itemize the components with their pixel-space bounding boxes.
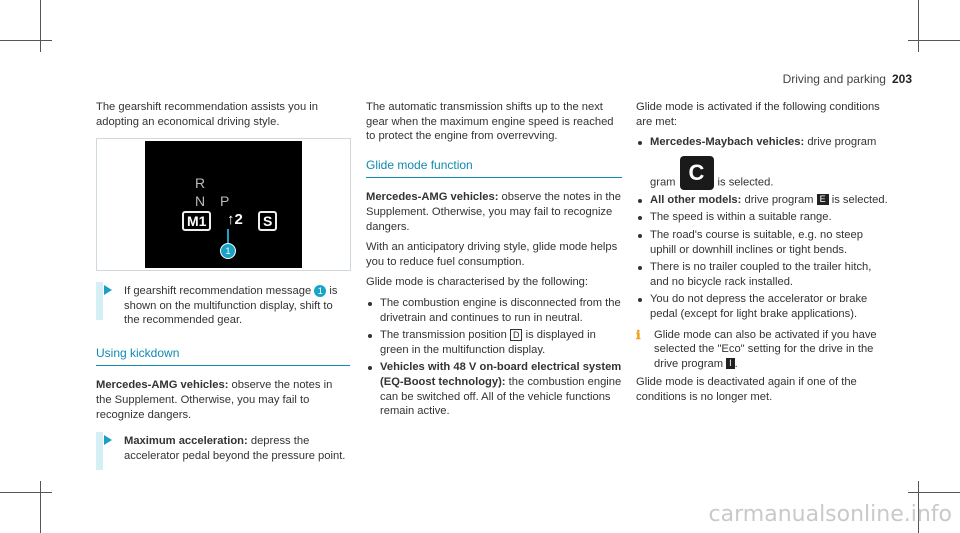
column-left-lower bbox=[96, 284, 350, 471]
instruction-step bbox=[96, 284, 350, 328]
bullet-icon bbox=[638, 199, 642, 203]
step-label: Maximum acceleration: bbox=[124, 435, 248, 448]
list-item-text: is selected. bbox=[717, 176, 774, 189]
tip-icon: ℹ bbox=[636, 327, 641, 342]
list-item bbox=[636, 260, 892, 289]
multifunction-display bbox=[145, 141, 302, 268]
list-item bbox=[636, 135, 892, 190]
drive-program-i-icon: I bbox=[726, 358, 735, 369]
list-item-label: All other models: bbox=[650, 193, 742, 206]
s-mode-indicator: S bbox=[258, 211, 277, 231]
crop-mark bbox=[908, 492, 960, 493]
m1-indicator: M1 bbox=[182, 211, 211, 231]
list-item bbox=[636, 228, 892, 257]
crop-mark bbox=[40, 0, 41, 52]
callout-number: 1 bbox=[314, 285, 326, 297]
outro-text: Glide mode is deactivated again if one of the conditions is no longer met. bbox=[636, 376, 857, 403]
drive-program-row bbox=[650, 156, 892, 190]
crop-mark bbox=[908, 40, 960, 41]
bullet-icon bbox=[638, 141, 642, 145]
step-text: depress the accelerator pedal beyond the pressure point. bbox=[124, 435, 346, 462]
step-text: If gearshift recommendation message bbox=[124, 285, 315, 297]
bullet-icon bbox=[638, 266, 642, 270]
watermark: carmanualsonline.info bbox=[708, 502, 952, 527]
up-arrow-icon: ↑ bbox=[227, 211, 235, 228]
list-item bbox=[366, 360, 622, 418]
tip-text: Glide mode can also be activated if you have selected the "Eco" setting for the drive in the drive program bbox=[654, 328, 877, 370]
bullet-list bbox=[366, 296, 622, 419]
list-item-text: The speed is within a suitable range. bbox=[650, 211, 832, 224]
amg-text: observe the notes in the Supplement. Otherwise, you may fail to recognize dangers. bbox=[96, 379, 333, 421]
callout-line bbox=[227, 229, 229, 244]
instruction-step bbox=[96, 434, 350, 463]
arrow-icon bbox=[104, 435, 112, 445]
section-title: Driving and parking bbox=[782, 72, 886, 86]
list-item bbox=[366, 296, 622, 325]
list-item-label: Vehicles with 48 V on-board electrical system (EQ-Boost technology): bbox=[380, 361, 622, 388]
amg-label: Mercedes-AMG vehicles: bbox=[96, 379, 229, 392]
intro-text: Glide mode is activated if the following conditions are met: bbox=[636, 101, 880, 128]
tip-note bbox=[636, 328, 892, 372]
page-number: 203 bbox=[891, 72, 912, 86]
list-item-text: The combustion engine is disconnected from the drivetrain and continues to run in neutral. bbox=[380, 296, 621, 324]
list-item-text: You do not depress the accelerator or brake pedal (except for light brake applications). bbox=[650, 293, 868, 320]
list-item bbox=[636, 193, 892, 208]
list-item bbox=[366, 328, 622, 357]
list-item bbox=[636, 210, 892, 225]
intro-text: The automatic transmission shifts up to the next gear when the maximum engine speed is reached to protect the engine from overrevving. bbox=[366, 101, 614, 143]
paragraph: Glide mode is characterised by the following: bbox=[366, 276, 588, 289]
column-left bbox=[96, 100, 350, 135]
intro-text: The gearshift recommendation assists you in adopting an economical driving style. bbox=[96, 101, 318, 128]
callout-marker: 1 bbox=[220, 243, 236, 259]
transmission-d-icon: D bbox=[510, 329, 523, 341]
step-bar bbox=[96, 432, 103, 470]
bullet-icon bbox=[638, 298, 642, 302]
amg-text: observe the notes in the Supplement. Otherwise, you may fail to recognize dangers. bbox=[366, 191, 621, 233]
crop-mark bbox=[0, 492, 52, 493]
gear-n-label: N bbox=[195, 193, 206, 209]
arrow-icon bbox=[104, 285, 112, 295]
list-item-text: gram bbox=[650, 176, 676, 189]
crop-mark bbox=[918, 0, 919, 52]
step-text: is shown on the multifunction display, shift to the recommended gear. bbox=[124, 285, 338, 327]
amg-note bbox=[366, 190, 622, 234]
bullet-icon bbox=[368, 366, 372, 370]
crop-mark bbox=[40, 481, 41, 533]
gear-r-label: R bbox=[195, 175, 206, 191]
paragraph: With an anticipatory driving style, glide mode helps you to reduce fuel consumption. bbox=[366, 241, 618, 268]
list-item-text: drive program bbox=[741, 193, 817, 206]
step-bar bbox=[96, 282, 103, 320]
display-figure bbox=[96, 138, 351, 271]
list-item-text: There is no trailer coupled to the trailer hitch, and no bicycle rack installed. bbox=[650, 261, 872, 288]
bullet-icon bbox=[368, 334, 372, 338]
list-item-text: is selected. bbox=[828, 193, 888, 206]
crop-mark bbox=[0, 40, 52, 41]
tip-text: . bbox=[734, 357, 738, 370]
column-right bbox=[636, 100, 892, 411]
bullet-icon bbox=[638, 234, 642, 238]
list-item-text: The road's course is suitable, e.g. no steep uphill or downhill inclines or tight bends. bbox=[650, 228, 863, 256]
list-item-text: the combustion engine can be switched off. All of the vehicle functions remain active. bbox=[380, 375, 622, 418]
bullet-icon bbox=[638, 216, 642, 220]
list-item-label: Mercedes-Maybach vehicles: bbox=[650, 136, 805, 149]
list-item-text: drive program bbox=[804, 136, 877, 149]
bullet-list bbox=[636, 135, 892, 321]
recommended-gear: 2 bbox=[234, 211, 243, 228]
amg-note bbox=[96, 378, 350, 422]
column-middle bbox=[366, 100, 622, 425]
list-item-text: The transmission position bbox=[380, 329, 510, 342]
bullet-icon bbox=[368, 302, 372, 306]
section-heading: Using kickdown bbox=[96, 346, 350, 367]
section-heading: Glide mode function bbox=[366, 158, 622, 179]
drive-program-c-icon: C bbox=[680, 156, 714, 190]
upshift-indicator bbox=[227, 211, 243, 229]
list-item-text: is displayed in green in the multifunction display. bbox=[380, 329, 596, 356]
drive-program-e-icon: E bbox=[817, 194, 829, 205]
list-item bbox=[636, 292, 892, 321]
page-header bbox=[783, 72, 912, 86]
amg-label: Mercedes-AMG vehicles: bbox=[366, 191, 499, 204]
gear-p-label: P bbox=[220, 193, 230, 209]
